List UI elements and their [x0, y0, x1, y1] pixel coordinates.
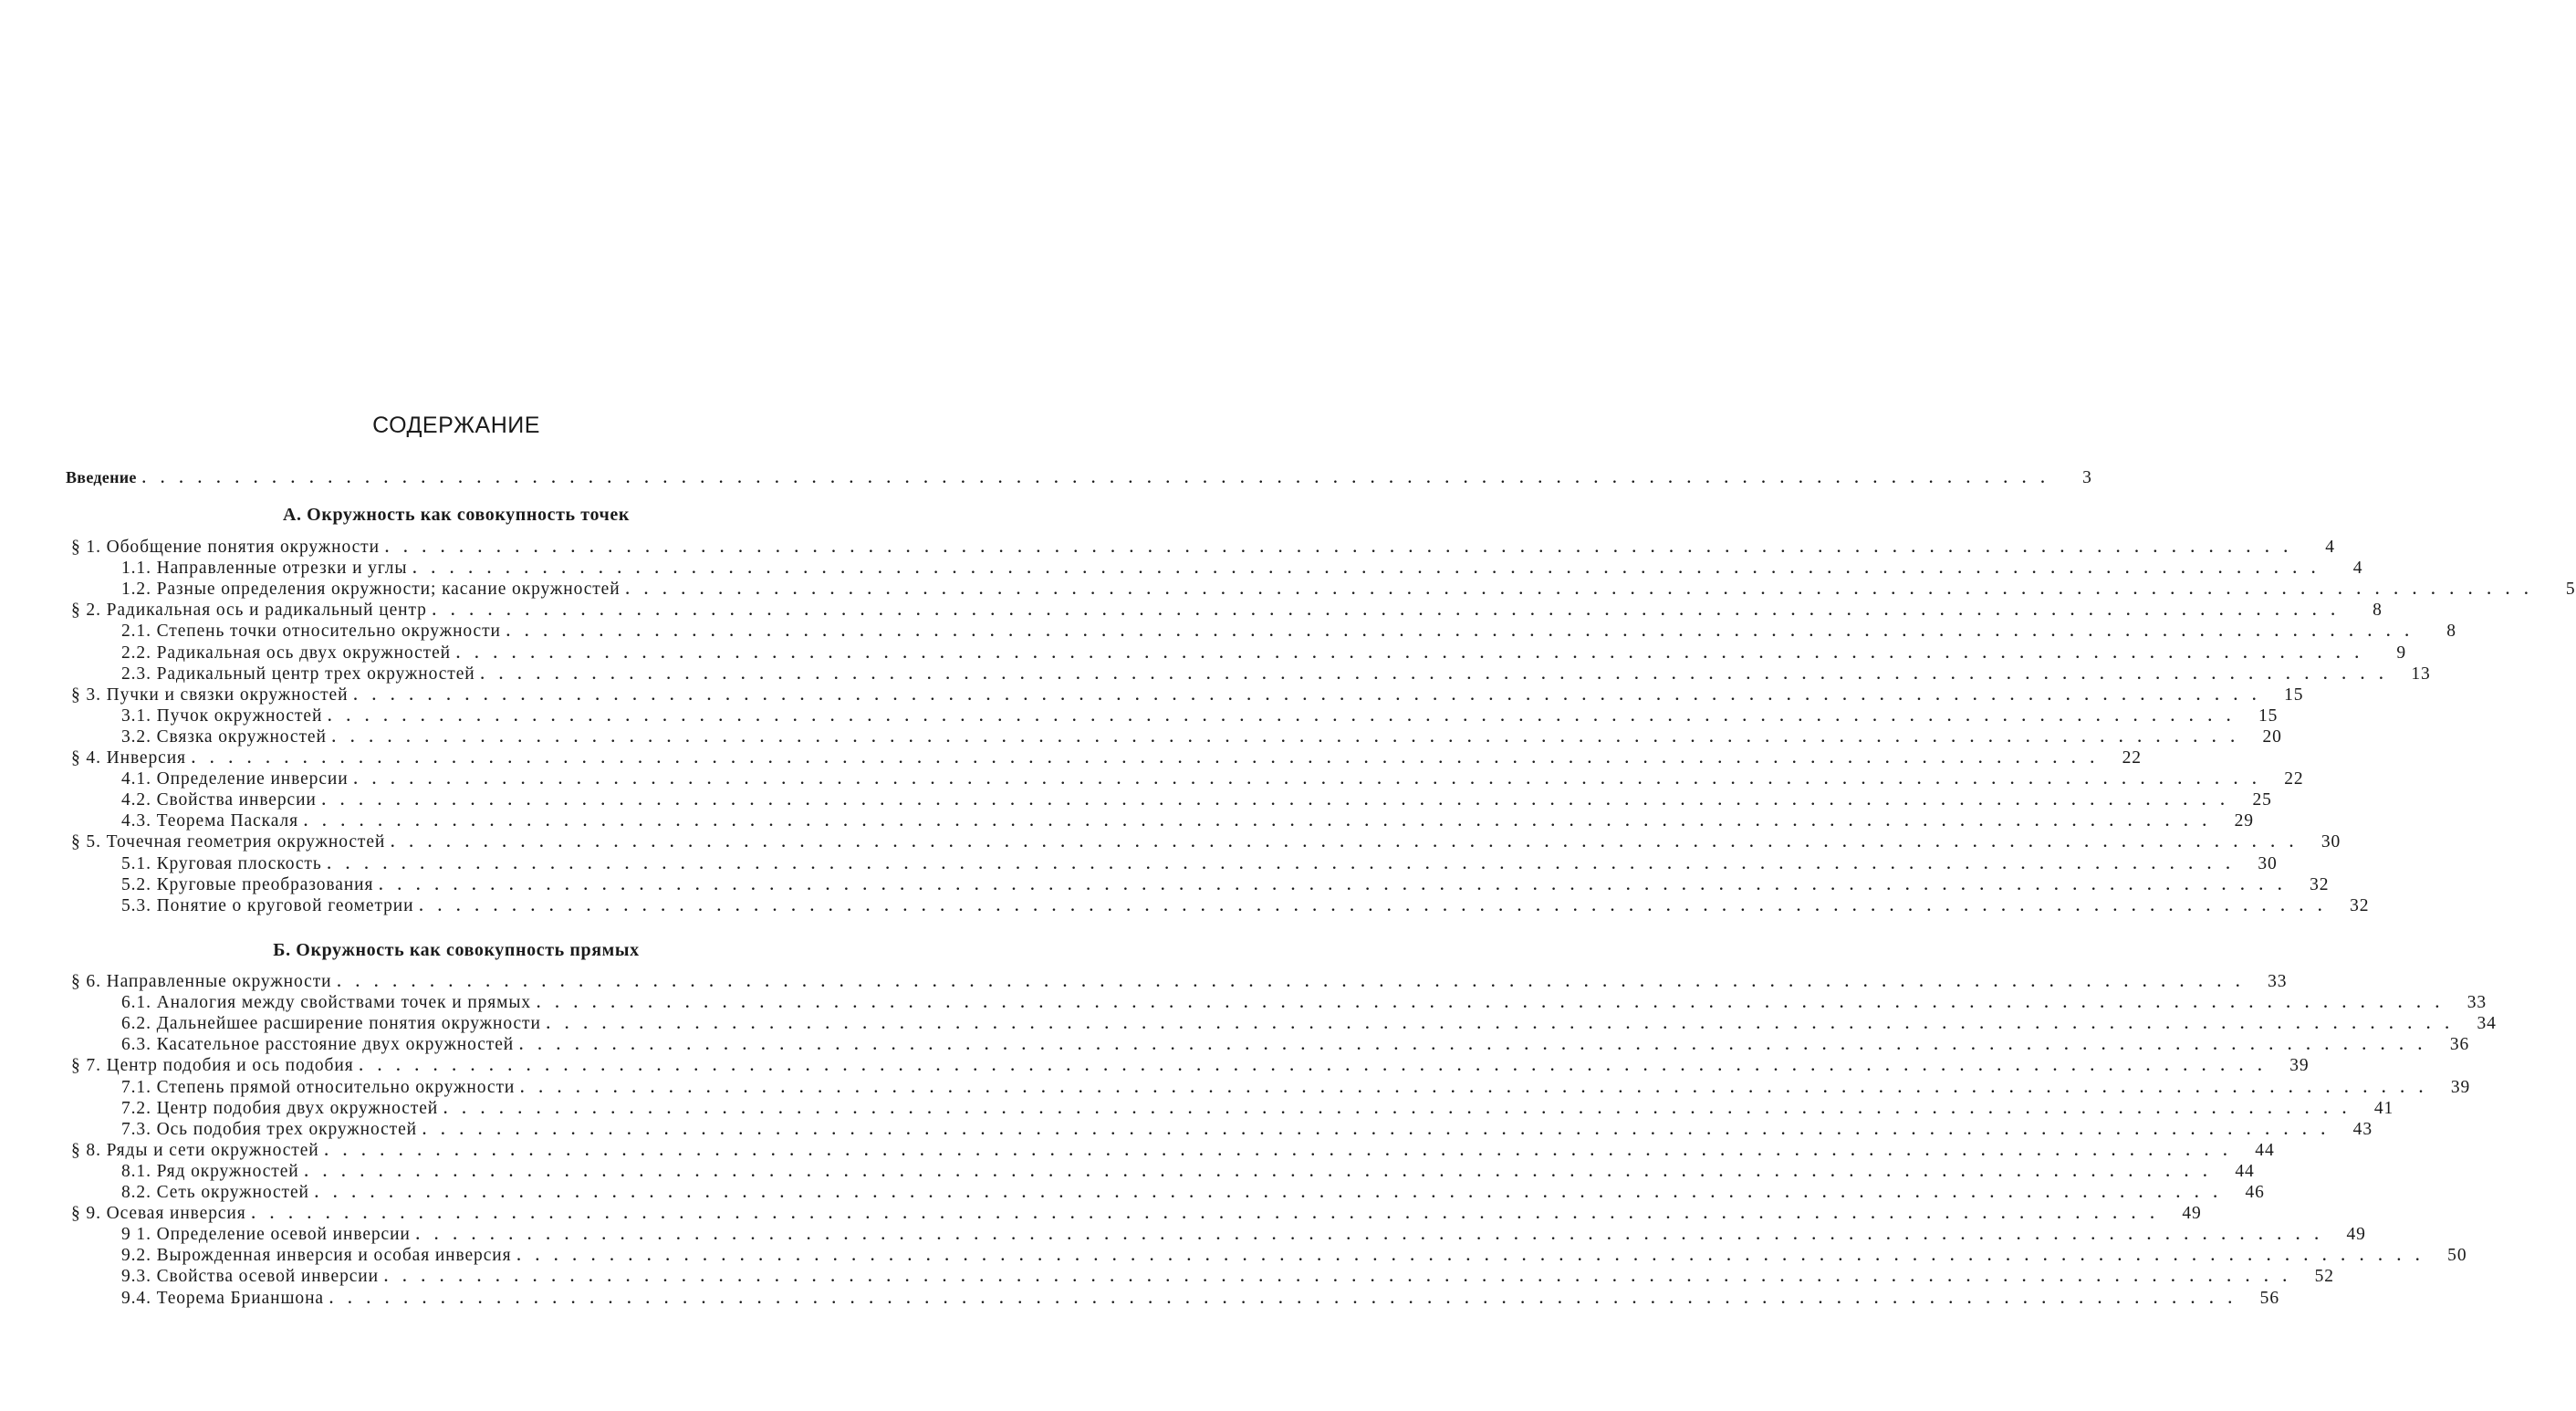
toc-page-number: 50: [2447, 1246, 2467, 1266]
toc-entry-label: § 3. Пучки и связки окружностей: [71, 685, 349, 705]
toc-entry-label: 2.1. Степень точки относительно окружности: [121, 622, 501, 642]
toc-entry-label: Введение: [66, 468, 137, 486]
toc-entry-label: 9.3. Свойства осевой инверсии: [121, 1267, 379, 1287]
toc-entry-label: 6.2. Дальнейшее расширение понятия окружности: [121, 1014, 541, 1034]
toc-section-entry[interactable]: [71, 748, 2142, 769]
toc-subsection-entry[interactable]: [121, 622, 2456, 643]
toc-subsection-entry[interactable]: [121, 1183, 2265, 1204]
toc-entry-label: 9.2. Вырожденная инверсия и особая инверсия: [121, 1246, 512, 1266]
toc-page-number: 52: [2314, 1267, 2334, 1287]
leader-dots: [407, 561, 2320, 578]
leader-dots: [331, 975, 2245, 991]
toc-section-entry[interactable]: [71, 972, 2288, 993]
toc-page-number: 33: [2466, 993, 2487, 1013]
toc-entry-label: 6.1. Аналогия между свойствами точек и прямых: [121, 993, 532, 1013]
leader-dots: [299, 1165, 2213, 1181]
toc-subsection-entry[interactable]: [121, 580, 2576, 601]
leader-dots: [373, 878, 2287, 894]
toc-page-number: 33: [2268, 972, 2288, 991]
toc-page-number: 43: [2352, 1119, 2373, 1139]
page-title: СОДЕРЖАНИЕ: [372, 413, 540, 438]
toc-subsection-entry[interactable]: [121, 1098, 2394, 1120]
leader-dots: [511, 1249, 2425, 1265]
toc-page-number: 30: [2320, 832, 2341, 852]
leader-dots: [385, 835, 2299, 852]
toc-entry-label: 3.1. Пучок окружностей: [121, 706, 323, 726]
leader-dots: [621, 582, 2534, 599]
toc-page-number: 32: [2350, 895, 2370, 915]
leader-dots: [319, 1144, 2233, 1160]
toc-subsection-entry[interactable]: [121, 726, 2282, 748]
toc-entry-label: 4.2. Свойства инверсии: [121, 790, 317, 810]
part-b-heading: Б. Окружность как совокупность прямых: [273, 940, 640, 960]
toc-entry-label: 7.2. Центр подобия двух окружностей: [121, 1098, 439, 1118]
leader-dots: [379, 1270, 2292, 1286]
leader-dots: [246, 1207, 2160, 1223]
toc-entry-label: 7.1. Степень прямой относительно окружности: [121, 1077, 516, 1097]
toc-subsection-entry[interactable]: [121, 895, 2370, 917]
toc-entry-label: § 8. Ряды и сети окружностей: [71, 1140, 319, 1160]
toc-entry-label: § 2. Радикальная ось и радикальный центр: [71, 601, 427, 621]
leader-dots: [451, 646, 2364, 663]
toc-page-number: 13: [2411, 664, 2431, 684]
toc-subsection-entry[interactable]: [121, 993, 2487, 1014]
leader-dots: [354, 1059, 2268, 1075]
toc-section-entry[interactable]: [71, 832, 2341, 853]
toc-page-number: 34: [2477, 1014, 2497, 1034]
toc-subsection-entry[interactable]: [121, 1077, 2471, 1099]
leader-dots: [324, 1291, 2237, 1308]
toc-subsection-entry[interactable]: [121, 769, 2304, 790]
toc-page-number: 44: [2235, 1161, 2255, 1181]
toc-page-number: 5: [2565, 580, 2576, 600]
toc-entry-label: § 9. Осевая инверсия: [71, 1204, 246, 1224]
leader-dots: [309, 1186, 2223, 1202]
leader-dots: [413, 899, 2327, 915]
toc-page-number: 15: [2284, 685, 2304, 705]
toc-entry-label: 9.4. Теорема Брианшона: [121, 1288, 324, 1308]
leader-dots: [348, 688, 2261, 705]
leader-dots: [298, 814, 2212, 831]
toc-page-number: 30: [2258, 853, 2278, 873]
toc-entry-label: § 4. Инверсия: [71, 748, 186, 768]
leader-dots: [411, 1228, 2324, 1244]
toc-page-number: 22: [2284, 769, 2304, 789]
toc-page-number: 25: [2252, 790, 2272, 810]
toc-page-number: 49: [2182, 1204, 2202, 1224]
toc-entry-label: § 7. Центр подобия и ось подобия: [71, 1056, 354, 1076]
leader-dots: [531, 996, 2445, 1012]
toc-section-entry[interactable]: [71, 1056, 2310, 1077]
toc-entry-label: § 5. Точечная геометрия окружностей: [71, 832, 386, 852]
toc-entry-label: § 6. Направленные окружности: [71, 972, 332, 991]
toc-page-number: 8: [2373, 601, 2383, 621]
leader-dots: [541, 1017, 2455, 1033]
leader-dots: [417, 1123, 2331, 1139]
toc-page-number: 36: [2449, 1035, 2470, 1055]
toc-page-number: 4: [2352, 559, 2363, 579]
toc-entry-label: 1.2. Разные определения окружности; касание окружностей: [121, 580, 621, 600]
toc-subsection-entry[interactable]: [121, 1014, 2497, 1035]
toc-page-number: 41: [2373, 1098, 2394, 1118]
toc-entry-label: 1.1. Направленные отрезки и углы: [121, 559, 408, 579]
toc-section-entry[interactable]: [71, 685, 2304, 706]
toc-entry-label: 8.1. Ряд окружностей: [121, 1161, 299, 1181]
toc-subsection-entry[interactable]: [121, 790, 2272, 811]
toc-entry-intro[interactable]: [66, 468, 2092, 489]
toc-page-number: 3: [2082, 468, 2092, 487]
toc-page-number: 29: [2234, 811, 2254, 831]
toc-entry-label: 5.3. Понятие о круговой геометрии: [121, 895, 414, 915]
toc-entry-label: 4.3. Теорема Паскаля: [121, 811, 298, 831]
toc-section-entry[interactable]: [71, 538, 2335, 559]
leader-dots: [514, 1038, 2427, 1054]
toc-page-number: 22: [2122, 748, 2142, 768]
toc-entry-label: 8.2. Сеть окружностей: [121, 1183, 309, 1202]
toc-page-number: 32: [2310, 874, 2330, 894]
leader-dots: [501, 624, 2414, 641]
part-a-heading: А. Окружность как совокупность точек: [282, 505, 631, 525]
leader-dots: [515, 1081, 2428, 1097]
toc-entry-label: 7.3. Ось подобия трех окружностей: [121, 1119, 417, 1139]
toc-page-number: 39: [2289, 1056, 2310, 1076]
toc-section-entry[interactable]: [71, 1204, 2202, 1225]
toc-entry-label: 2.2. Радикальная ось двух окружностей: [121, 643, 451, 663]
toc-page-number: 15: [2258, 706, 2279, 726]
toc-subsection-entry[interactable]: [121, 874, 2330, 896]
leader-dots: [322, 709, 2236, 726]
toc-page-number: 44: [2255, 1140, 2275, 1160]
toc-subsection-entry[interactable]: [121, 1161, 2255, 1183]
toc-entry-label: 3.2. Связка окружностей: [121, 726, 327, 747]
leader-dots: [427, 603, 2341, 620]
toc-section-entry[interactable]: [71, 601, 2383, 622]
toc-subsection-entry[interactable]: [121, 1246, 2467, 1267]
toc-page-number: 9: [2396, 643, 2406, 663]
leader-dots: [438, 1102, 2352, 1118]
leader-dots: [317, 793, 2230, 810]
leader-dots: [137, 471, 2050, 487]
toc-entry-label: 6.3. Касательное расстояние двух окружностей: [121, 1035, 515, 1055]
toc-entry-label: 9 1. Определение осевой инверсии: [121, 1225, 411, 1245]
toc-page-number: 39: [2450, 1077, 2471, 1097]
leader-dots: [349, 772, 2262, 789]
toc-page-number: 8: [2446, 622, 2456, 642]
leader-dots: [322, 857, 2236, 873]
toc-subsection-entry[interactable]: [121, 811, 2254, 832]
toc-entry-label: 5.2. Круговые преобразования: [121, 874, 374, 894]
toc-entry-label: 5.1. Круговая плоскость: [121, 853, 322, 873]
toc-subsection-entry[interactable]: [121, 1288, 2279, 1310]
toc-subsection-entry[interactable]: [121, 1035, 2470, 1056]
leader-dots: [327, 730, 2240, 747]
toc-page-number: 4: [2325, 538, 2335, 557]
toc-page-number: 49: [2346, 1225, 2366, 1245]
toc-subsection-entry[interactable]: [121, 706, 2279, 727]
leader-dots: [186, 751, 2100, 768]
toc-entry-label: 2.3. Радикальный центр трех окружностей: [121, 664, 475, 684]
toc-entry-label: § 1. Обобщение понятия окружности: [71, 538, 380, 557]
toc-entry-label: 4.1. Определение инверсии: [121, 769, 349, 789]
leader-dots: [380, 540, 2293, 557]
toc-page-number: 46: [2245, 1183, 2265, 1202]
toc-page-number: 20: [2262, 726, 2282, 747]
toc-subsection-entry[interactable]: [121, 559, 2363, 580]
leader-dots: [475, 667, 2389, 684]
toc-subsection-entry[interactable]: [121, 643, 2406, 664]
toc-subsection-entry[interactable]: [121, 1267, 2334, 1288]
toc-subsection-entry[interactable]: [121, 664, 2431, 685]
toc-subsection-entry[interactable]: [121, 853, 2278, 875]
toc-section-entry[interactable]: [71, 1140, 2275, 1162]
toc-subsection-entry[interactable]: [121, 1119, 2373, 1141]
toc-subsection-entry[interactable]: [121, 1225, 2366, 1246]
toc-page-number: 56: [2259, 1288, 2279, 1308]
